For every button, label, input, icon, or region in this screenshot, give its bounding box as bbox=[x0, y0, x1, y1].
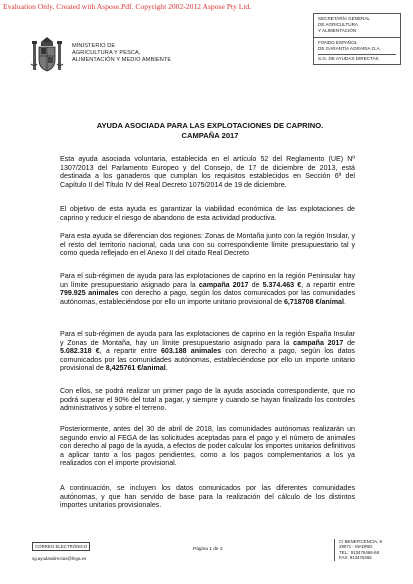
ministry-name bbox=[72, 43, 171, 64]
budget-amount: 5.374.463 € bbox=[262, 280, 302, 289]
animal-count: 799.925 animales bbox=[60, 289, 119, 298]
address-line: C/ BENEFICENCIA, 8 bbox=[339, 539, 382, 544]
coat-of-arms-icon bbox=[28, 36, 66, 76]
document-title bbox=[60, 121, 360, 140]
animal-count: 603.188 animales bbox=[160, 347, 222, 356]
footer-address bbox=[334, 539, 382, 561]
text-segment: de bbox=[248, 280, 263, 289]
evaluation-watermark: Evaluation Only. Created with Aspose.Pdf. Copyright 2002-2012 Aspose Pty Ltd. bbox=[3, 2, 252, 11]
page-number: Página 1 de 2 bbox=[193, 547, 223, 552]
paragraph-objective: El objetivo de esta ayuda es garantizar la viabilidad económica de las explotaciones de caprino y reducir el riesgo de abandono de esta actividad productiva. bbox=[60, 205, 355, 222]
secretaria-line: SECRETARÍA GENERAL bbox=[318, 16, 370, 21]
secretaria-box bbox=[313, 13, 401, 38]
text-segment: con derecho a pago, según los datos comunicados por las comunidades autónomas, estableciéndose por ello un importe unitario provisional de bbox=[60, 347, 355, 373]
paragraph-data-included: A continuación, se incluyen los datos comunicados por las diferentes comunidades autónomas, y que han servido de base para la realización del cálculo de los distintos importes unitarios provisionales. bbox=[60, 484, 355, 510]
paragraph-second-submission: Posteriormente, antes del 30 de abril de 2018, las comunidades autónomas realizarán un segundo envío al FEGA de las solicitudes aceptadas para el pago y el número de animales con derecho al pago de la ayuda, a efectos de poder calcular los importes unitarios definitivos a aplicar tanto a los pagos pendientes, como a los pagos complementarios a los ya realizados con el importe provisional. bbox=[60, 425, 355, 468]
fega-box bbox=[313, 38, 401, 66]
email-label: CORREO ELECTRÓNICO bbox=[32, 542, 90, 551]
email-address: sg.ayudasdirectas@fega.es bbox=[32, 556, 87, 561]
fega-line: DE GARANTÍA AGRARIA O.A. bbox=[318, 45, 381, 51]
campaign-year: campaña 2017 bbox=[198, 280, 249, 289]
paragraph-peninsular bbox=[60, 272, 355, 306]
paragraph-regions: Para esta ayuda se diferencian dos regiones: Zonas de Montaña junto con la región Insular, y el resto del territorio nacional, cada una con su correspondiente límite presupuestario tal y como queda reflejado en el Anexo II del citado Real Decreto bbox=[60, 232, 355, 258]
paragraph-insular bbox=[60, 330, 355, 373]
title-line-1: AYUDA ASOCIADA PARA LAS EXPLOTACIONES DE CAPRINO. bbox=[96, 121, 324, 130]
text-segment: . bbox=[343, 297, 346, 306]
text-segment: Para el sub-régimen de ayuda para las explotaciones de caprino en la región Peninsular hay un límite presupuestario asignado para la bbox=[60, 272, 355, 289]
text-segment: de bbox=[343, 338, 355, 347]
text-segment: , a repartir entre bbox=[99, 347, 161, 356]
secretaria-line: DE AGRICULTURA bbox=[318, 22, 358, 28]
secretaria-line: Y ALIMENTACIÓN bbox=[318, 28, 357, 34]
unit-amount: 8,425761 €/animal bbox=[105, 364, 166, 373]
footer-contact bbox=[32, 542, 90, 561]
text-segment: Para el sub-régimen de ayuda para las explotaciones de caprino en la región España Insular y Zonas de Montaña, hay un límite presupuestario asignado para la bbox=[60, 330, 355, 347]
ministry-line: MINISTERIO DE bbox=[72, 43, 116, 49]
address-line: TEL.: 913476466-68 bbox=[339, 549, 380, 555]
text-segment: . bbox=[165, 364, 168, 373]
address-line: FAX: 913476465 bbox=[339, 555, 372, 561]
address-line: 28071 - MADRID bbox=[339, 544, 373, 550]
ministry-line: AGRICULTURA Y PESCA, bbox=[72, 50, 141, 56]
subdirectorate-line: S.G. DE AYUDAS DIRECTAS bbox=[318, 54, 396, 62]
budget-amount: 5.082.318 € bbox=[60, 347, 100, 356]
fega-line: FONDO ESPAÑOL bbox=[318, 39, 358, 45]
text-segment: con derecho a pago, según los datos comunicados por las comunidades autónomas, estableciéndose por ello un importe unitario provisional de bbox=[60, 289, 355, 306]
title-line-2: CAMPAÑA 2017 bbox=[181, 130, 239, 140]
unit-amount: 6,718708 €/animal bbox=[283, 297, 344, 306]
paragraph-regulation: Esta ayuda asociada voluntaria, establecida en el artículo 52 del Reglamento (UE) Nº 1307/2013 del Parlamento Europeo y del Consejo, de 17 de diciembre de 2013, está destinada a los ganaderos que cumplan los requisitos establecidos en Sección 6ª del Capítulo II del Título IV del Real Decreto 1075/2014 de 19 de diciembre. bbox=[60, 155, 355, 189]
text-segment: , a repartir entre bbox=[301, 280, 356, 289]
paragraph-first-payment: Con ellos, se podrá realizar un primer pago de la ayuda asociada correspondiente, que no podrá superar el 90% del total a pagar, y siempre y cuando se hayan finalizado los controles administrativos y sobre el terreno. bbox=[60, 387, 355, 413]
department-box bbox=[313, 13, 401, 65]
campaign-year: campaña 2017 bbox=[293, 338, 344, 347]
ministry-line: ALIMENTACIÓN Y MEDIO AMBIENTE bbox=[72, 57, 172, 63]
